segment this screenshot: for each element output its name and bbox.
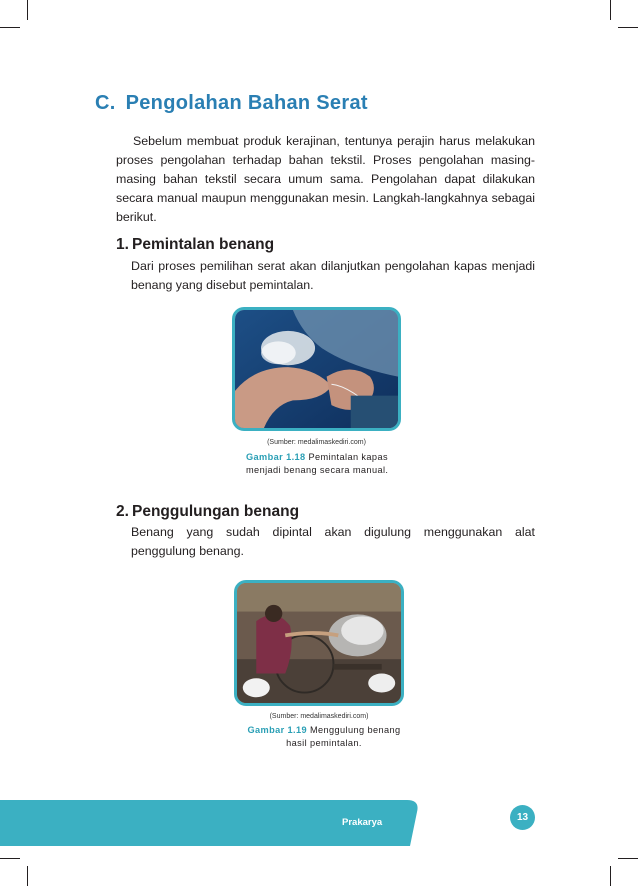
figure-1-19-caption [244, 724, 404, 750]
spinning-cotton-image [235, 310, 398, 428]
step-2-number: 2. [116, 503, 129, 520]
crop-mark [610, 0, 611, 20]
step-1-title-text: Pemintalan benang [132, 236, 275, 253]
step-1-number: 1. [116, 236, 129, 253]
figure-1-18-source: (Sumber: medalimaskediri.com) [267, 439, 366, 446]
figure-1-18-label: Gambar 1.18 [246, 452, 306, 462]
crop-mark [27, 866, 28, 886]
figure-1-18-photo [232, 307, 401, 431]
section-letter: C. [95, 92, 116, 114]
figure-1-18-caption-text: Pemintalan kapas menjadi benang secara manual. [246, 452, 389, 475]
crop-mark [610, 866, 611, 886]
step-2-title-text: Penggulungan benang [132, 503, 300, 520]
section-title-text: Pengolahan Bahan Serat [125, 92, 368, 114]
crop-mark [618, 858, 638, 859]
figure-1-18-caption [246, 451, 396, 477]
figure-1-19-photo [234, 580, 404, 706]
winding-yarn-image [237, 583, 401, 703]
intro-paragraph: Sebelum membuat produk kerajinan, tentunya perajin harus melakukan proses pengolahan terhadap bahan tekstil. Proses pengolahan masing-masing bahan tekstil secara umum sama. Pengolahan dapat dilakukan secara manual maupun menggunakan mesin. Langkah-langkahnya sebagai berikut. [116, 134, 535, 224]
footer-bar [0, 800, 638, 846]
step-1-text: Dari proses pemilihan serat akan dilanjutkan pengolahan kapas menjadi benang yang disebut pemintalan. [131, 259, 535, 292]
footer-book-title: Prakarya [342, 817, 383, 828]
crop-mark [27, 0, 28, 20]
figure-1-19-caption-text: Menggulung benang hasil pemintalan. [286, 725, 401, 748]
figure-1-19-source: (Sumber: medalimaskediri.com) [269, 713, 369, 720]
page-number: 13 [510, 805, 535, 830]
step-2-title [116, 503, 299, 521]
crop-mark [0, 27, 20, 28]
section-title [95, 92, 368, 115]
step-1-title [116, 236, 274, 254]
step-2-text: Benang yang sudah dipintal akan digulung menggunakan alat penggulung benang. [131, 525, 535, 558]
crop-mark [0, 858, 20, 859]
figure-1-19-label: Gambar 1.19 [247, 725, 307, 735]
crop-mark [618, 27, 638, 28]
